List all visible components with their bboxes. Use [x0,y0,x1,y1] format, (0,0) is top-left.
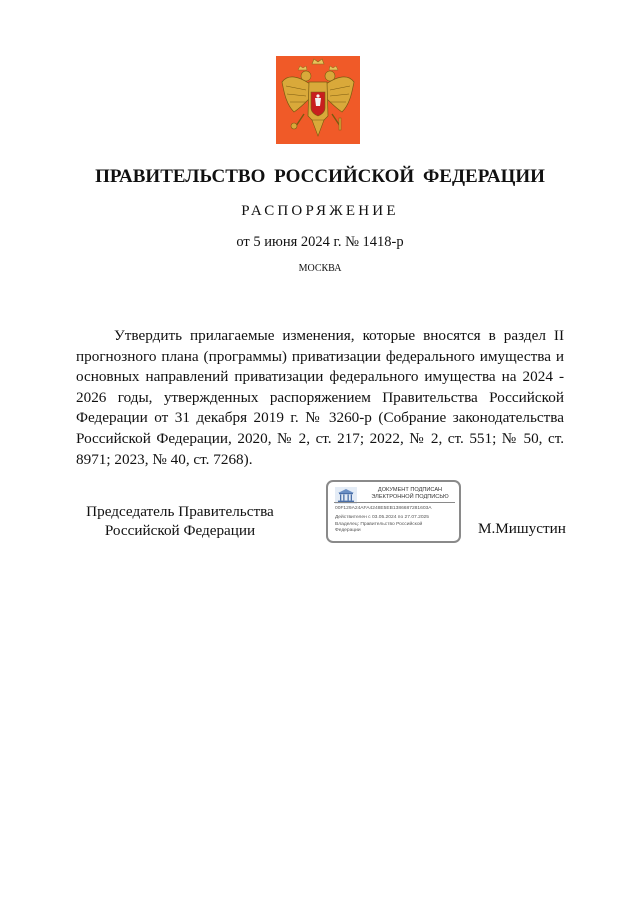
stamp-owner-line1: Владелец: Правительство Российской [335,521,423,527]
stamp-owner-line2: Федерации [335,527,361,533]
russian-coat-of-arms-icon [276,56,360,144]
signatory-position-line1: Председатель Правительства [86,503,274,520]
signatory-position-line2: Российской Федерации [104,522,256,539]
stamp-certificate: 00F129A24AFA4248E5EB1386687281603A [335,506,432,511]
stamp-divider [334,502,455,503]
document-type: РАСПОРЯЖЕНИЕ [241,203,399,219]
document-date-number: от 5 июня 2024 г. № 1418-р [236,234,404,250]
electronic-signature-stamp [326,480,461,543]
stamp-validity: Действителен с 03.05.2024 по 27.07.2025 [335,515,429,520]
stamp-title-line2: ЭЛЕКТРОННОЙ ПОДПИСЬЮ [371,494,449,500]
document-city: МОСКВА [298,263,342,274]
stamp-title [362,487,458,501]
government-title: ПРАВИТЕЛЬСТВО РОССИЙСКОЙ ФЕДЕРАЦИИ [95,166,545,187]
signatory-position [66,502,294,540]
signatory-name: М.Мишустин [478,520,566,537]
stamp-title-line1: ДОКУМЕНТ ПОДПИСАН [377,487,443,493]
decree-paragraph: Утвердить прилагаемые изменения, которые вносятся в раздел II прогнозного плана (программы) приватизации федерального имущества и основных направлений приватизации федерального имущества на 2024 - 2026 годы, утвержденных распоряжением Правительства Российской Федерации от 31 декабря 2019 г. № 3260-р (Собрание законодательства Российской Федерации, 2020, № 2, ст. 217; 2022, № 2, ст. 551; № 50, ст. 8971; 2023, № 40, ст. 7268). [76,327,564,468]
